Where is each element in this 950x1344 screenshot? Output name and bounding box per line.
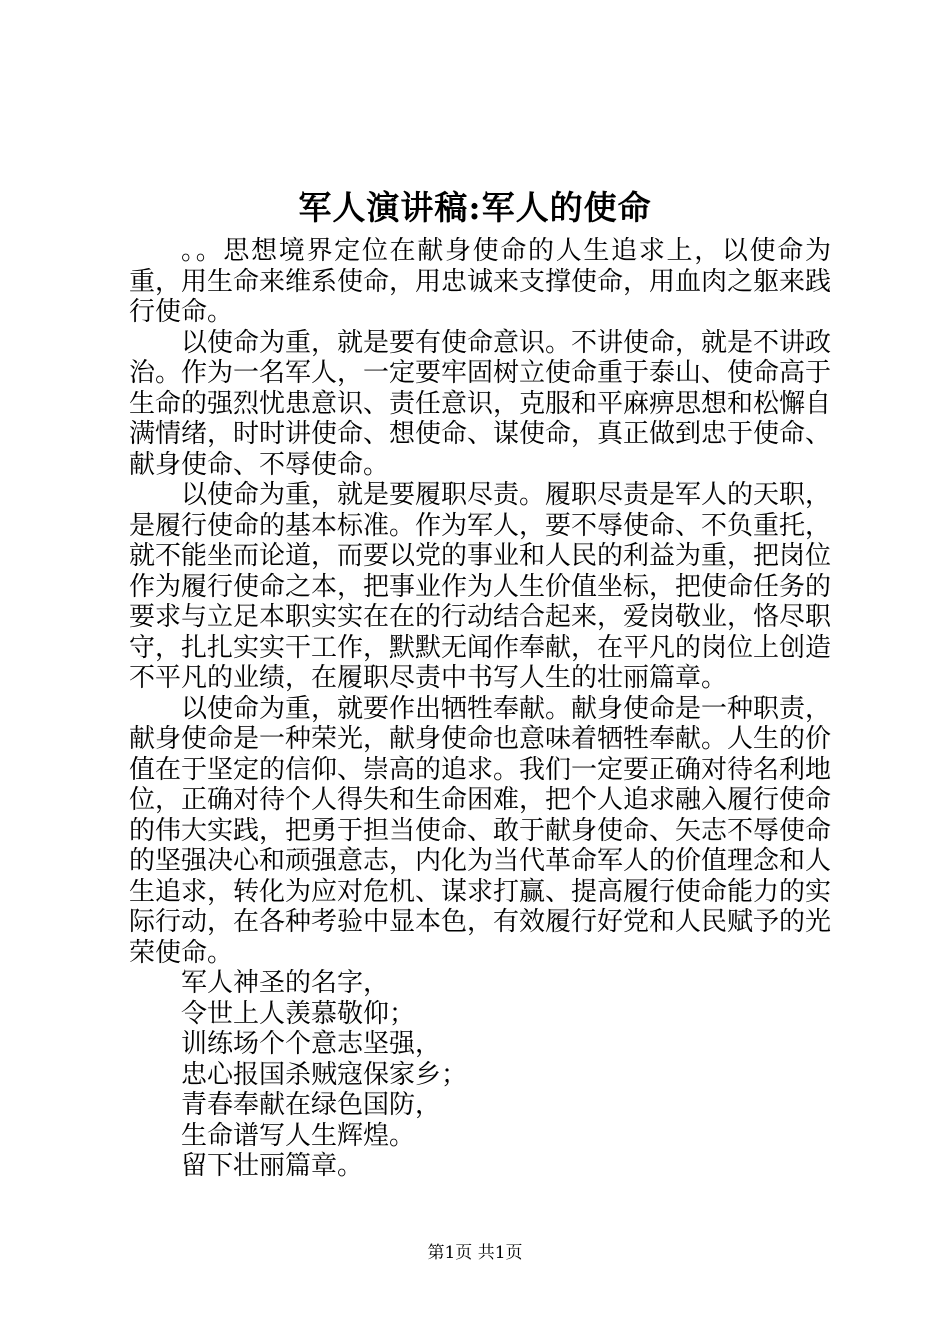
poem-line-5: 青春奉献在绿色国防， xyxy=(181,1090,442,1120)
poem-line-7: 留下壮丽篇章。 xyxy=(181,1151,364,1181)
poem-line-1: 军人神圣的名字， xyxy=(181,968,390,998)
paragraph-1: 。。思想境界定位在献身使命的人生追求上，以使命为重，用生命来维系使命，用忠诚来支撑使命，用血肉之躯来践行使命。 xyxy=(129,236,832,327)
poem-line-4: 忠心报国杀贼寇保家乡； xyxy=(181,1059,468,1090)
poem xyxy=(129,968,831,1182)
poem-line-2: 令世上人羡慕敬仰； xyxy=(181,998,416,1029)
document-body xyxy=(129,236,831,1182)
paragraph-2: 以使命为重，就是要有使命意识。不讲使命，就是不讲政治。作为一名军人，一定要牢固树立使命重于泰山、使命高于生命的强烈忧患意识、责任意识，克服和平麻痹思想和松懈自满情绪，时时讲使命、想使命、谋使命，真正做到忠于使命、献身使命、不辱使命。 xyxy=(129,327,832,480)
page-number-footer: 第1页 共1页 xyxy=(427,1243,523,1263)
paragraph-4: 以使命为重，就要作出牺牲奉献。献身使命是一种职责，献身使命是一种荣光，献身使命也意味着牺牲奉献。人生的价值在于坚定的信仰、崇高的追求。我们一定要正确对待名利地位，正确对待个人得失和生命困难，把个人追求融入履行使命的伟大实践，把勇于担当使命、敢于献身使命、矢志不辱使命的坚强决心和顽强意志，内化为当代革命军人的价值理念和人生追求，转化为应对危机、谋求打赢、提高履行使命能力的实际行动，在各种考验中显本色，有效履行好党和人民赋予的光荣使命。 xyxy=(129,693,832,968)
paragraph-3: 以使命为重，就是要履职尽责。履职尽责是军人的天职，是履行使命的基本标准。作为军人，要不辱使命、不负重托，就不能坐而论道，而要以党的事业和人民的利益为重，把岗位作为履行使命之本，把事业作为人生价值坐标，把使命任务的要求与立足本职实实在在的行动结合起来，爱岗敬业，恪尽职守，扎扎实实干工作，默默无闻作奉献，在平凡的岗位上创造不平凡的业绩，在履职尽责中书写人生的壮丽篇章。 xyxy=(129,480,832,693)
poem-line-3: 训练场个个意志坚强， xyxy=(181,1029,442,1059)
document-title: 军人演讲稿:军人的使命 xyxy=(298,188,652,227)
poem-line-6: 生命谱写人生辉煌。 xyxy=(181,1120,416,1151)
